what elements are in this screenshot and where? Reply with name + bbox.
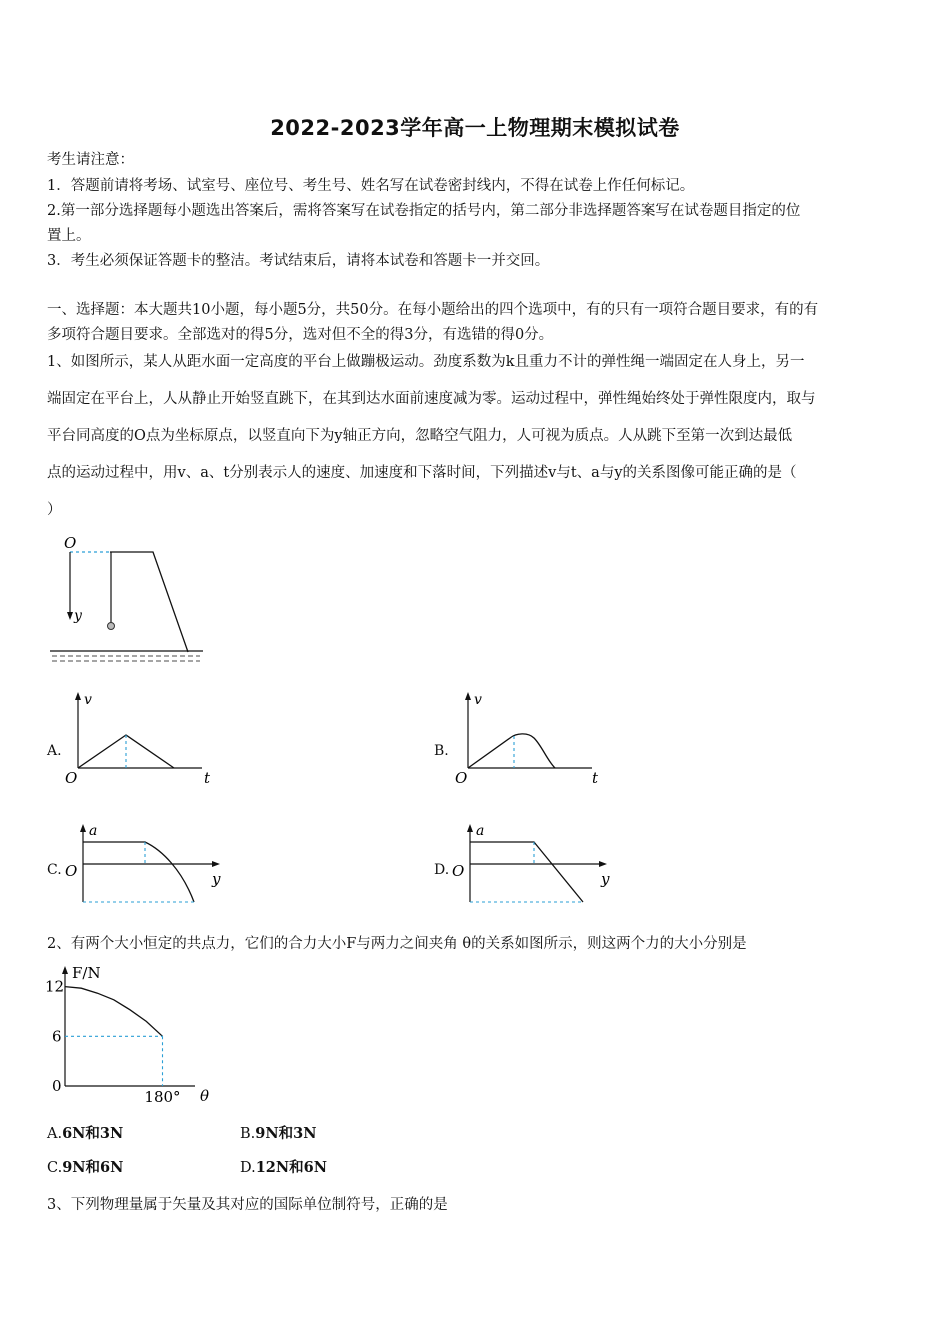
person-point (108, 623, 115, 630)
platform-outline (110, 552, 188, 652)
y-axis-arrow-icon (67, 612, 73, 620)
q2-option-c-label: C. (47, 1160, 63, 1176)
notice-item-2-cont: 置上。 (47, 228, 91, 244)
q1-line-2: 端固定在平台上，人从静止开始竖直跳下，在其到达水面前速度减为零。运动过程中，弹性绳始终处于弹性限度内，取与 (47, 391, 816, 407)
q3-text: 3、下列物理量属于矢量及其对应的国际单位制符号，正确的是 (47, 1197, 448, 1213)
q2-series-line (65, 987, 163, 1037)
q1-line-5: ） (47, 502, 62, 518)
section-heading-line-1: 一、选择题：本大题共10小题，每小题5分，共50分。在每小题给出的四个选项中，有的只有一项符合题目要求，有的有 (47, 302, 819, 318)
q1-line-3: 平台同高度的O点为坐标原点，以竖直向下为y轴正方向，忽略空气阻力，人可视为质点。人从跳下至第一次到达最低 (47, 428, 793, 444)
notice-item-3: 3．考生必须保证答题卡的整洁。考试结束后，请将本试卷和答题卡一并交回。 (47, 253, 550, 269)
q2-text: 2、有两个大小恒定的共点力，它们的合力大小F与两力之间夹角 θ的关系如图所示，则这两个力的大小分别是 (47, 936, 747, 952)
c-yaxis-label: a (89, 823, 98, 839)
q2-option-d-text: 12N和6N (255, 1159, 327, 1176)
q2-option-b-label: B. (240, 1126, 256, 1142)
q2-yaxis-arrow-icon (62, 966, 68, 974)
a-origin-label: O (65, 769, 78, 787)
q2-chart (40, 960, 230, 1110)
q2-xlabel: θ (200, 1087, 210, 1105)
d-yaxis-label: a (476, 823, 485, 839)
d-xaxis-arrow-icon (599, 861, 607, 867)
figure-origin-label: O (64, 534, 77, 552)
q2-xtick-180: 180° (144, 1088, 181, 1106)
b-yaxis-arrow-icon (465, 692, 471, 700)
d-yaxis-arrow-icon (467, 824, 473, 832)
q2-option-d-label: D. (240, 1160, 256, 1176)
q2-option-b-text: 9N和3N (255, 1125, 317, 1142)
q1-option-b-label[interactable]: B. (434, 743, 449, 759)
d-origin-label: O (452, 862, 465, 880)
q1-line-4: 点的运动过程中，用v、a、t分别表示人的速度、加速度和下落时间，下列描述v与t、a与y的关系图像可能正确的是（ (47, 465, 797, 481)
notice-item-1: 1．答题前请将考场、试室号、座位号、考生号、姓名写在试卷密封线内，不得在试卷上作任何标记。 (47, 178, 695, 194)
q2-option-a-text: 6N和3N (62, 1125, 124, 1142)
c-yaxis-arrow-icon (80, 824, 86, 832)
q2-ytick-12: 12 (45, 977, 65, 996)
section-heading-line-2: 多项符合题目要求。全部选对的得5分，选对但不全的得3分，有选错的得0分。 (47, 327, 554, 343)
q2-option-b[interactable] (240, 1124, 316, 1144)
q2-ytick-0: 0 (52, 1077, 62, 1095)
q2-ytick-6: 6 (52, 1027, 62, 1046)
a-yaxis-arrow-icon (75, 692, 81, 700)
q1-option-a-graph (62, 688, 222, 788)
q1-option-c-graph (62, 820, 232, 910)
c-origin-label: O (65, 862, 78, 880)
q1-option-a-label[interactable]: A. (47, 743, 62, 759)
d-curve (470, 842, 583, 902)
notice-item-2: 2.第一部分选择题每小题选出答案后，需将答案写在试卷指定的括号内，第二部分非选择题答案写在试卷题目指定的位 (47, 203, 801, 219)
bungee-figure (40, 530, 215, 670)
b-curve (468, 734, 555, 768)
q2-ylabel: F/N (72, 964, 101, 982)
page-title: 2022-2023学年高一上物理期末模拟试卷 (270, 116, 680, 140)
q2-option-a-label: A. (47, 1126, 63, 1142)
notice-heading: 考生请注意： (47, 152, 134, 168)
b-origin-label: O (455, 769, 468, 787)
q2-option-c-text: 9N和6N (62, 1159, 124, 1176)
q1-option-d-label[interactable]: D. (434, 862, 450, 878)
c-xaxis-arrow-icon (212, 861, 220, 867)
q1-option-c-label[interactable]: C. (47, 862, 62, 878)
q1-line-1: 1、如图所示，某人从距水面一定高度的平台上做蹦极运动。劲度系数为k且重力不计的弹性绳一端固定在人身上，另一 (47, 354, 805, 370)
c-curve (83, 842, 194, 902)
q2-option-c[interactable] (47, 1158, 123, 1178)
d-xaxis-label: y (601, 870, 610, 888)
a-yaxis-label: v (84, 692, 92, 708)
q1-option-d-graph (449, 820, 619, 910)
c-xaxis-label: y (212, 870, 221, 888)
b-xaxis-label: t (592, 769, 599, 787)
q2-option-d[interactable] (240, 1158, 327, 1178)
figure-y-label: y (74, 608, 82, 624)
q2-option-a[interactable] (47, 1124, 123, 1144)
q1-option-b-graph (452, 688, 612, 788)
b-yaxis-label: v (474, 692, 482, 708)
a-xaxis-label: t (204, 769, 211, 787)
a-curve (78, 735, 174, 768)
